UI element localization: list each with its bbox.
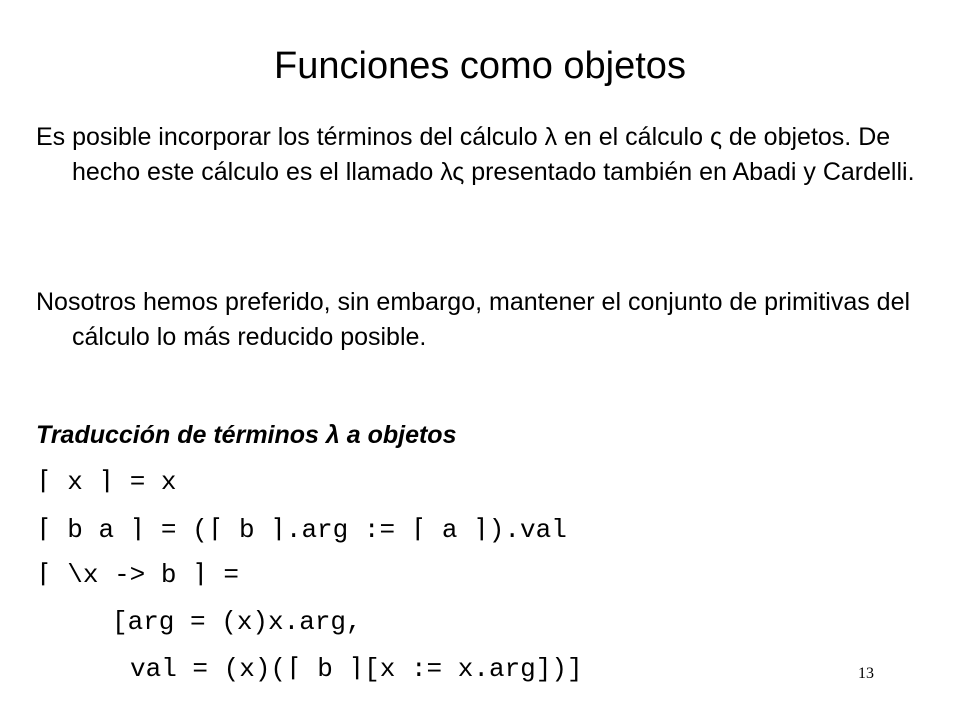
- paragraph-primitives: Nosotros hemos preferido, sin embargo, mantener el conjunto de primitivas del cálculo lo más reducido posible.: [36, 288, 911, 351]
- code-line-translation-application: ⌈ b a ⌉ = (⌈ b ⌉.arg := ⌈ a ⌉).val: [36, 515, 567, 545]
- page-number: 13: [858, 665, 874, 682]
- code-line-translation-variable: ⌈ x ⌉ = x: [36, 467, 177, 497]
- slide-title: Funciones como objetos: [274, 45, 686, 87]
- code-line-object-val: val = (x)(⌈ b ⌉[x := x.arg])]: [130, 654, 583, 684]
- code-line-object-arg: [arg = (x)x.arg,: [112, 607, 362, 637]
- section-heading: Traducción de términos λ a objetos: [36, 421, 457, 449]
- code-line-translation-abstraction: ⌈ \x -> b ⌉ =: [36, 560, 239, 590]
- paragraph-lambda-calculus: Es posible incorporar los términos del cálculo λ en el cálculo ς de objetos. De hecho este cálculo es el llamado λς presentado también en Abadi y Cardelli.: [36, 123, 915, 186]
